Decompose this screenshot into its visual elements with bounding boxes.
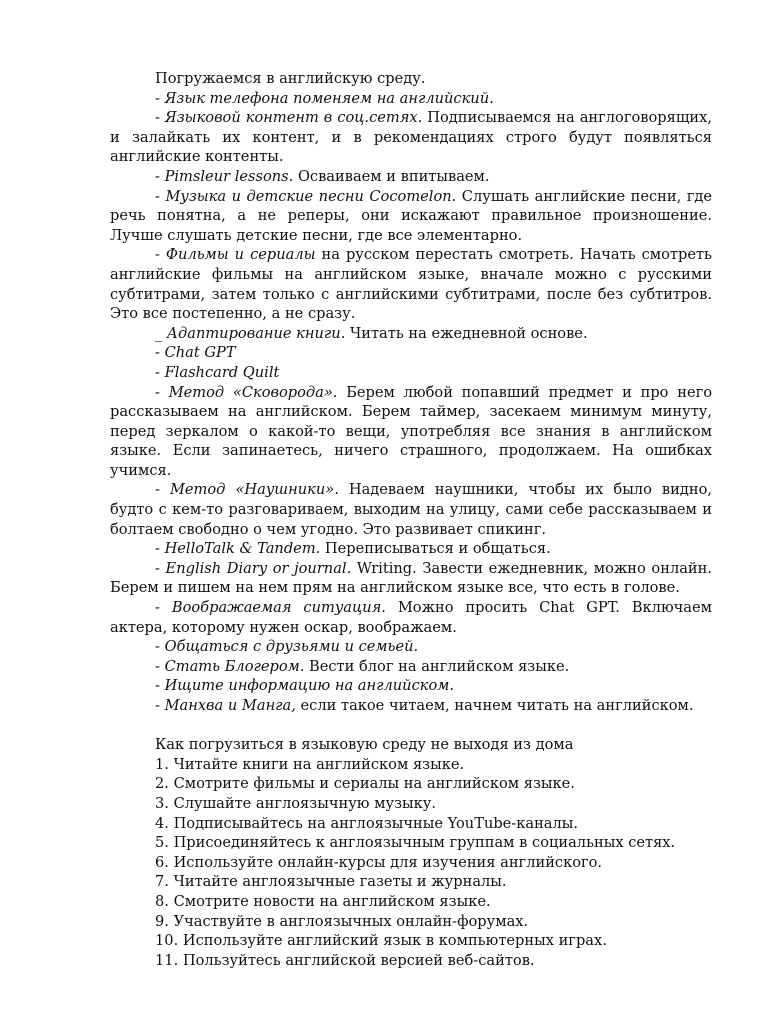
tip-friends-family <box>110 637 712 657</box>
tip-search-info <box>110 676 712 696</box>
tip-title: _ Адаптирование книги <box>155 324 341 342</box>
tip-title: - Языковой контент в соц.сетях. <box>155 109 423 127</box>
tip-phone-language <box>110 89 712 109</box>
tip-text: если такое читаем, начнем читать на английском. <box>295 697 694 714</box>
tip-text: Подписываемся на англоговорящих, и залайкать их контент, и в рекомендациях строго будут появляться английские контенты. <box>110 109 712 166</box>
tip-pan-method <box>110 383 712 481</box>
list-item: 11. Пользуйтесь английской версией веб-сайтов. <box>155 951 535 969</box>
tip-manhwa-manga <box>110 696 712 716</box>
list-item: 9. Участвуйте в англоязычных онлайн-форумах. <box>155 912 529 930</box>
list-item: 10. Используйте английский язык в компьютерных играх. <box>155 932 607 950</box>
list-item: 5. Присоединяйтесь к англоязычным группам в социальных сетях. <box>155 834 676 852</box>
tip-text: . Слушать английские песни, где речь понятна, а не реперы, они искажают правильное произношение. Лучше слушать детские песни, где все элементарно. <box>110 187 712 244</box>
tip-text: . Берем любой попавший предмет и про него рассказываем на английском. Берем таймер, засекаем минимум минуту, перед зеркалом о какой-то вещи, употребляя все знания в английском языке. Если запинаетесь, ничего страшного, продолжаем. На ошибках учимся. <box>110 383 713 479</box>
tip-text: . Осваиваем и впитываем. <box>288 167 490 185</box>
tip-text: . Вести блог на английском языке. <box>299 657 570 675</box>
tip-headphones-method <box>110 480 712 539</box>
tip-text: . Можно просить Chat GPT. Включаем актера, которому нужен оскар, воображаем. <box>110 599 712 636</box>
tip-title: - Воображаемая ситуация <box>155 599 382 617</box>
list-item: 4. Подписывайтесь на англоязычные YouTube-каналы. <box>155 814 579 832</box>
tip-text: . Переписываться и общаться. <box>315 540 551 558</box>
tip-title: - Манхва и Манга, <box>155 697 296 714</box>
tip-books <box>110 324 712 344</box>
tip-title: - Метод «Сковорода» <box>155 383 333 401</box>
tip-films <box>110 245 712 323</box>
document-body <box>110 69 712 970</box>
tip-text: . Читать на ежедневной основе. <box>340 324 588 342</box>
list-item: 8. Смотрите новости на английском языке. <box>155 892 491 910</box>
tip-title: - Стать Блогером <box>155 657 300 675</box>
tip-title: - Ищите информацию на английском. <box>155 677 454 695</box>
tip-chatgpt <box>110 343 712 363</box>
intro-paragraph: Погружаемся в английскую среду. <box>155 70 426 87</box>
list-item: 3. Слушайте англоязычную музыку. <box>155 794 437 812</box>
tip-text: на русском перестать смотреть. Начать смотреть английские фильмы на английском языке, вначале можно с русскими субтитрами, затем только с английскими субтитрами, после без субтитров. Это все постепенно, а не сразу. <box>110 246 712 323</box>
tip-text: Writing. Завести ежедневник, можно онлайн. Берем и пишем на нем прям на английском языке все, что есть в голове. <box>110 559 713 597</box>
tip-title: - HelloTalk & Tandem <box>155 540 316 558</box>
tip-flashcard <box>110 363 712 383</box>
tip-title: - Музыка и детские песни Cocomelon <box>155 187 452 205</box>
list-title: Как погрузиться в языковую среду не выходя из дома <box>155 736 574 754</box>
tip-music <box>110 187 712 246</box>
tip-title: - Flashcard Quilt <box>155 363 280 381</box>
list-item: 7. Читайте англоязычные газеты и журналы. <box>155 873 507 891</box>
list-item: 6. Используйте онлайн-курсы для изучения английского. <box>155 853 603 871</box>
tip-blogger <box>110 657 712 677</box>
tip-hellotalk <box>110 539 712 559</box>
list-item: 1. Читайте книги на английском языке. <box>155 755 465 773</box>
tip-social-content <box>110 108 712 167</box>
tip-title: - Фильмы и сериалы <box>155 246 316 264</box>
tip-title: - English Diary or journal. <box>155 559 352 577</box>
tip-title: - Метод «Наушники» <box>155 481 335 499</box>
tip-title: - Общаться с друзьями и семьей. <box>155 638 419 656</box>
tip-diary <box>110 559 712 598</box>
tip-title: - Chat GPT <box>155 344 236 362</box>
tip-pimsleur <box>110 167 712 187</box>
tip-imaginary-situation <box>110 598 712 637</box>
tip-title: - Язык телефона поменяем на английский. <box>155 89 494 107</box>
tip-text: . Надеваем наушники, чтобы их было видно, будто с кем-то разговариваем, выходим на улицу, сами себе рассказываем и болтаем свободно о чем угодно. Это развивает спикинг. <box>110 481 712 538</box>
list-item: 2. Смотрите фильмы и сериалы на английском языке. <box>155 775 575 793</box>
tip-title: - Pimsleur lessons <box>155 167 289 185</box>
blank-line <box>110 716 712 736</box>
